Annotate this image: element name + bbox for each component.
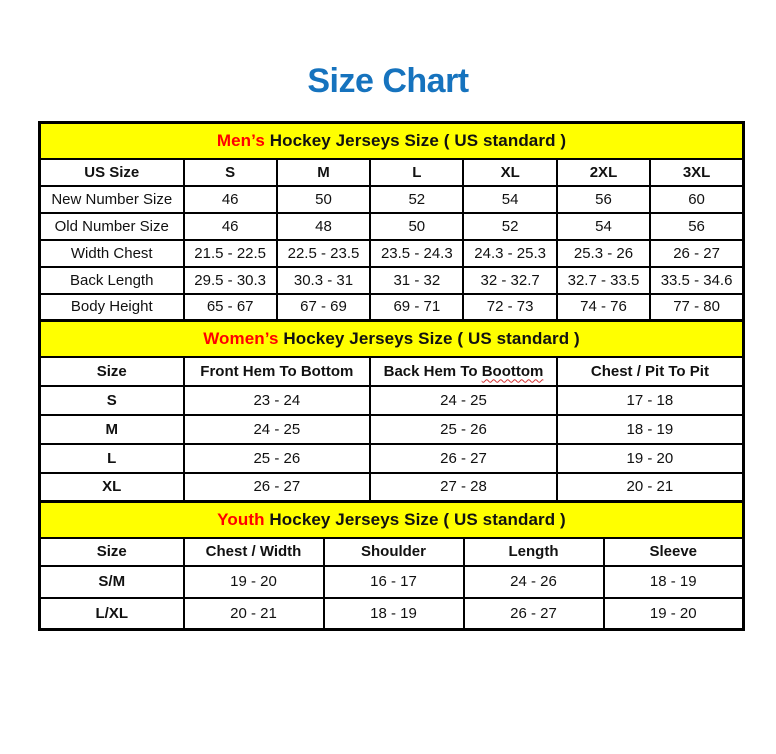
cell-value: 19 - 20 [184, 566, 324, 598]
cell-value: 50 [277, 186, 370, 213]
column-header: 2XL [557, 159, 650, 186]
cell-value: 46 [184, 213, 277, 240]
table-row [40, 186, 744, 213]
table-row [40, 473, 744, 502]
cell-value: 77 - 80 [650, 294, 743, 321]
cell-value: 74 - 76 [557, 294, 650, 321]
cell-value: 18 - 19 [557, 415, 744, 444]
cell-value: 72 - 73 [463, 294, 556, 321]
cell-value: 21.5 - 22.5 [184, 240, 277, 267]
mens-heading-text: Hockey Jerseys Size ( US standard ) [264, 130, 567, 150]
cell-value: 29.5 - 30.3 [184, 267, 277, 294]
row-label: L [40, 444, 184, 473]
cell-value: 17 - 18 [557, 386, 744, 415]
youth-section-heading-row [40, 502, 744, 538]
column-header: M [277, 159, 370, 186]
mens-size-table [38, 121, 745, 322]
cell-value: 67 - 69 [277, 294, 370, 321]
column-header: S [184, 159, 277, 186]
row-label: L/XL [40, 598, 184, 630]
cell-value: 16 - 17 [324, 566, 464, 598]
cell-value: 22.5 - 23.5 [277, 240, 370, 267]
cell-value: 24 - 25 [184, 415, 371, 444]
cell-value: 19 - 20 [604, 598, 744, 630]
cell-value: 46 [184, 186, 277, 213]
cell-value: 65 - 67 [184, 294, 277, 321]
table-row [40, 386, 744, 415]
column-header: Size [40, 357, 184, 386]
column-header: L [370, 159, 463, 186]
cell-value: 18 - 19 [324, 598, 464, 630]
column-header: Chest / Pit To Pit [557, 357, 744, 386]
cell-value: 32.7 - 33.5 [557, 267, 650, 294]
cell-value: 18 - 19 [604, 566, 744, 598]
womens-column-header-row [40, 357, 744, 386]
cell-value: 52 [463, 213, 556, 240]
column-header: Size [40, 538, 184, 566]
cell-value: 24 - 25 [370, 386, 557, 415]
row-label: Old Number Size [40, 213, 184, 240]
youth-heading-text: Hockey Jerseys Size ( US standard ) [264, 509, 566, 529]
table-row [40, 240, 744, 267]
row-label: New Number Size [40, 186, 184, 213]
column-header: Sleeve [604, 538, 744, 566]
cell-value: 26 - 27 [464, 598, 604, 630]
cell-value: 69 - 71 [370, 294, 463, 321]
cell-value: 23 - 24 [184, 386, 371, 415]
cell-value: 60 [650, 186, 743, 213]
column-header: XL [463, 159, 556, 186]
cell-value: 31 - 32 [370, 267, 463, 294]
cell-value: 54 [463, 186, 556, 213]
row-label: XL [40, 473, 184, 502]
cell-value: 25.3 - 26 [557, 240, 650, 267]
row-label: Width Chest [40, 240, 184, 267]
row-label: S/M [40, 566, 184, 598]
table-row [40, 444, 744, 473]
cell-value: 48 [277, 213, 370, 240]
column-header: Back Hem To Boottom [370, 357, 557, 386]
table-row [40, 598, 744, 630]
cell-value: 20 - 21 [184, 598, 324, 630]
column-header: 3XL [650, 159, 743, 186]
row-label: M [40, 415, 184, 444]
cell-value: 56 [650, 213, 743, 240]
cell-value: 19 - 20 [557, 444, 744, 473]
misspelled-word: Boottom [481, 362, 544, 380]
column-header: Front Hem To Bottom [184, 357, 371, 386]
cell-value: 33.5 - 34.6 [650, 267, 743, 294]
row-label: Body Height [40, 294, 184, 321]
mens-section-heading [40, 123, 744, 159]
row-label: Back Length [40, 267, 184, 294]
cell-value: 56 [557, 186, 650, 213]
size-chart-tables [38, 121, 745, 631]
cell-value: 26 - 27 [370, 444, 557, 473]
cell-value: 26 - 27 [184, 473, 371, 502]
cell-value: 32 - 32.7 [463, 267, 556, 294]
womens-heading-text: Hockey Jerseys Size ( US standard ) [278, 328, 580, 348]
table-row [40, 566, 744, 598]
column-header: Chest / Width [184, 538, 324, 566]
womens-section-heading [40, 321, 744, 357]
youth-column-header-row [40, 538, 744, 566]
youth-size-table [38, 500, 745, 631]
cell-value: 24 - 26 [464, 566, 604, 598]
column-header: Length [464, 538, 604, 566]
page-title: Size Chart [307, 62, 469, 100]
cell-value: 52 [370, 186, 463, 213]
cell-value: 25 - 26 [184, 444, 371, 473]
womens-section-heading-row [40, 321, 744, 357]
cell-value: 26 - 27 [650, 240, 743, 267]
cell-value: 24.3 - 25.3 [463, 240, 556, 267]
cell-value: 50 [370, 213, 463, 240]
youth-section-heading [40, 502, 744, 538]
cell-value: 27 - 28 [370, 473, 557, 502]
table-row [40, 294, 744, 321]
cell-value: 25 - 26 [370, 415, 557, 444]
table-row [40, 415, 744, 444]
row-label: S [40, 386, 184, 415]
column-header: US Size [40, 159, 184, 186]
cell-value: 23.5 - 24.3 [370, 240, 463, 267]
column-header: Shoulder [324, 538, 464, 566]
cell-value: 54 [557, 213, 650, 240]
mens-column-header-row [40, 159, 744, 186]
cell-value: 30.3 - 31 [277, 267, 370, 294]
youth-heading-accent: Youth [217, 509, 265, 529]
womens-size-table [38, 319, 745, 503]
cell-value: 20 - 21 [557, 473, 744, 502]
mens-section-heading-row [40, 123, 744, 159]
womens-heading-accent: Women’s [203, 328, 279, 348]
mens-heading-accent: Men’s [216, 130, 265, 150]
table-row [40, 267, 744, 294]
table-row [40, 213, 744, 240]
